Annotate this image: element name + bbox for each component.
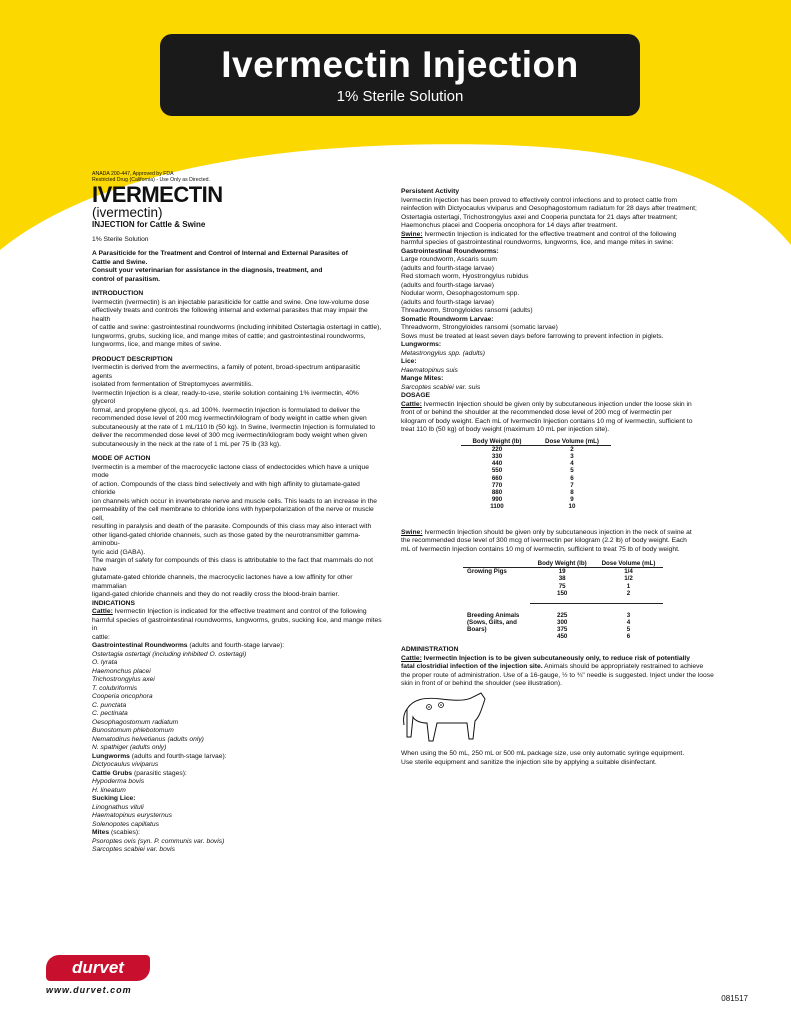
- text-line: Ivermectin (ivermectin) is an injectable parasiticide for cattle and swine. One low-volume dose: [92, 298, 370, 306]
- table-cell: 6: [570, 474, 574, 482]
- text-line: Haematopinus suis: [401, 366, 458, 374]
- text-line: Metastrongylus spp. (adults): [401, 349, 486, 357]
- table-cell: Growing Pigs: [467, 568, 507, 576]
- indications-cattle: Cattle: Ivermectin Injection is indicated for the effective treatment and control of the following: [92, 608, 367, 616]
- swine-mites-list: [401, 384, 721, 393]
- dosage-cattle: Cattle: Ivermectin Injection should be given only by subcutaneous injection under the loose skin in: [401, 400, 692, 408]
- text-line: The margin of safety for compounds of this class is attributable to the fact that mammals do not have: [92, 557, 374, 573]
- cow-injection-illustration: [401, 689, 721, 751]
- text-line: Ivermectin Injection has been proved to effectively control infections and to protect cattle from: [401, 196, 678, 204]
- table-cell: 1: [626, 582, 631, 590]
- gi-roundworms-list: [92, 651, 382, 753]
- text-line: resulting in paralysis and death of the parasite. Compounds of this class may also interact with: [92, 523, 372, 531]
- text-line: ligand-gated chloride channels and they do not readily cross the blood-brain barrier.: [92, 591, 340, 599]
- text-line: Large roundworm, Ascaris suum: [401, 256, 497, 263]
- cattle-dose-table: [461, 438, 611, 511]
- table-cell: 7: [570, 481, 574, 489]
- text-line: Threadworm, Strongyloides ransomi (adults): [401, 307, 533, 314]
- text-line: N. spathiger (adults only): [92, 744, 167, 752]
- table-header: Dose Volume (mL): [594, 560, 663, 568]
- table-row: [463, 626, 663, 633]
- brand-use: INJECTION for Cattle & Swine: [92, 219, 206, 229]
- administration-text: [401, 672, 721, 689]
- intro-bold: A Parasiticide for the Treatment and Control of Internal and External Parasites of: [92, 250, 348, 258]
- lungworms-list: [92, 761, 382, 770]
- lice-label: Sucking Lice:: [92, 795, 136, 803]
- table-cell: 770: [491, 481, 503, 489]
- table-cell: 9: [570, 496, 574, 504]
- administration-heading: ADMINISTRATION: [401, 646, 459, 654]
- intro-bold: Consult your veterinarian for assistance in the diagnosis, treatment, and: [92, 267, 323, 275]
- table-cell: 450: [557, 633, 568, 641]
- table-row: [463, 583, 663, 590]
- text-line: lungworms, lice, and mange mites of swine.: [92, 341, 222, 349]
- table-cell: 440: [491, 460, 503, 468]
- text-line: T. colubriformis: [92, 684, 138, 692]
- text-line: deliver the recommended dose level of 300 mcg ivermectin/kilogram body weight when given: [92, 432, 368, 440]
- persistent-activity-heading: Persistent Activity: [401, 188, 460, 195]
- table-cell: 1/2: [624, 575, 633, 583]
- text-line: Use sterile equipment and sanitize the injection site by applying a suitable disinfectant.: [401, 758, 657, 766]
- table-cell: [463, 633, 530, 640]
- text-line: O. lyrata: [92, 659, 118, 667]
- text-line: of cattle and swine: gastrointestinal roundworms (including inhibited Ostertagia ostertagi in cattle),: [92, 324, 382, 332]
- text-line: Oesophagostomum radiatum: [92, 718, 179, 726]
- table-cell: 8: [570, 488, 574, 496]
- table-cell: 10: [568, 503, 576, 511]
- mites-list: [92, 838, 382, 855]
- table-row: [463, 590, 663, 597]
- text-line: Ivermectin is derived from the avermectins, a family of potent, broad-spectrum antiparasitic agents: [92, 364, 361, 380]
- table-cell: 880: [491, 488, 503, 496]
- table-cell: Breeding Animals: [467, 611, 520, 619]
- introduction-text: [92, 299, 382, 350]
- dosage-heading: DOSAGE: [401, 392, 430, 399]
- administration-after-text: [401, 750, 721, 767]
- indications-cattle-text: [92, 617, 382, 643]
- product-description-text: [92, 364, 382, 449]
- table-row: [461, 467, 611, 474]
- text-line: Ivermectin Injection is a clear, ready-to-use, sterile solution containing 1% ivermectin, 40% glycerol: [92, 389, 359, 406]
- swine-indications: Swine: Ivermectin Injection is indicated for the effective treatment and control of the following: [401, 230, 677, 238]
- table-row: [463, 575, 663, 582]
- table-cell: (Sows, Gilts, and: [467, 618, 517, 626]
- table-cell: 75: [558, 582, 566, 590]
- table-row: [461, 460, 611, 467]
- logo-url: www.durvet.com: [46, 985, 132, 995]
- table-cell: 2: [570, 445, 574, 453]
- table-row: [463, 568, 663, 576]
- text-line: lungworms, grubs, sucking lice, and mange mites of cattle; and gastrointestinal roundworms,: [92, 332, 366, 340]
- approval-line: ANADA 200-447, Approved by FDA: [92, 171, 174, 177]
- text-line: treat 110 lb (50 kg) of body weight (maximum 10 mL per injection site).: [401, 426, 610, 433]
- table-cell: 3: [626, 611, 631, 619]
- text-line: Ostertagia ostertagi (including inhibited O. ostertagi): [92, 650, 247, 658]
- mode-of-action-text: [92, 464, 382, 600]
- intro-bold: control of parasitism.: [92, 275, 161, 283]
- text-line: effectively treats and controls the following internal and external parasites that may impair the health: [92, 307, 368, 323]
- swine-indications-text: harmful species of gastrointestinal roundworms, lungworms, lice, and mange mites in swine:: [401, 239, 674, 246]
- brand-solution: 1% Sterile Solution: [92, 235, 149, 243]
- text-line: ion channels which occur in invertebrate nerve and muscle cells. This leads to an increase in the: [92, 497, 377, 505]
- table-cell: 150: [557, 589, 568, 597]
- text-line: Sarcoptes scabiei var. suis: [401, 383, 481, 391]
- text-line: Red stomach worm, Hyostrongylus rubidus: [401, 273, 529, 280]
- text-line: Threadworm, Strongyloides ransomi (somatic larvae): [401, 324, 558, 331]
- text-line: other ligand-gated chloride channels, such as those gated by the neurotransmitter gamma-aminobu-: [92, 531, 361, 548]
- swine-gi-list: [401, 256, 721, 316]
- text-line: Dictyocaulus viviparus: [92, 761, 159, 769]
- table-cell: 300: [557, 618, 568, 626]
- text-line: cattle:: [92, 633, 110, 641]
- lice-list: [92, 804, 382, 830]
- text-line: the recommended dose level of 300 mcg of ivermectin per kilogram (2.2 lb) of body weight. Each: [401, 537, 687, 545]
- somatic-list: [401, 324, 721, 341]
- text-line: C. punctata: [92, 701, 127, 709]
- generic-name: (ivermectin): [92, 204, 163, 220]
- table-cell: 5: [626, 625, 631, 633]
- text-line: Hypoderma bovis: [92, 778, 145, 786]
- text-line: (adults and fourth-stage larvae): [401, 264, 494, 272]
- somatic-label: Somatic Roundworm Larvae:: [401, 315, 494, 323]
- text-line: subcutaneously at the rate of 1 mL/110 lb (50 kg). In Swine, Ivermectin Injection is formulated to: [92, 423, 376, 431]
- intro-bold: Cattle and Swine.: [92, 258, 148, 266]
- table-cell: 38: [558, 575, 566, 583]
- table-cell: 375: [557, 625, 568, 633]
- table-cell: Boars): [467, 625, 487, 633]
- table-row: [461, 445, 611, 453]
- text-line: Haematopinus eurysternus: [92, 812, 172, 820]
- mites-label: Mites (scabies):: [92, 829, 140, 837]
- table-cell: 660: [491, 474, 503, 482]
- text-line: harmful species of gastrointestinal roundworms, lungworms, grubs, sucking lice, and mange mites in: [92, 616, 382, 633]
- swine-mites-label: Mange Mites:: [401, 375, 444, 382]
- swine-lice-list: [401, 367, 721, 376]
- table-row: [461, 489, 611, 496]
- text-line: skin in front of or behind the shoulder (see illustration).: [401, 680, 562, 688]
- text-line: of action. Compounds of the class bind selectively and with high affinity to glutamate-gated chloride: [92, 480, 360, 497]
- administration-bold: Cattle: Ivermectin Injection is to be given subcutaneously only, to reduce risk of potentially: [401, 654, 690, 662]
- table-header: Body Weight (lb): [461, 438, 533, 446]
- table-cell: 5: [570, 467, 574, 475]
- text-line: mL of Ivermectin Injection contains 10 mg of ivermectin, sufficient to treat 75 lb of body weight.: [401, 545, 680, 553]
- text-line: Sows must be treated at least seven days before farrowing to prevent infection in piglets.: [401, 332, 664, 340]
- table-cell: 3: [570, 452, 574, 460]
- table-row: [461, 496, 611, 503]
- table-row: [463, 633, 663, 640]
- gi-roundworms-label: Gastrointestinal Roundworms (adults and fourth-stage larvae):: [92, 642, 285, 650]
- text-line: reinfection with Dictyocaulus viviparus and Oesophagostomum radiatum for 28 days after treatment;: [401, 205, 697, 212]
- text-line: C. pectinata: [92, 710, 128, 718]
- text-line: Cooperia oncophora: [92, 693, 153, 701]
- text-line: Bunostomum phlebotomum: [92, 727, 174, 735]
- mode-of-action-heading: MODE OF ACTION: [92, 455, 151, 463]
- swine-dose-table: [463, 560, 663, 640]
- text-line: Solenopotes capillatus: [92, 820, 159, 828]
- table-cell: 4: [626, 618, 631, 626]
- table-row: [463, 612, 663, 619]
- dosage-cattle-text: [401, 409, 721, 435]
- text-line: glutamate-gated chloride channels, the macrocyclic lactones have a low affinity for other mammalian: [92, 574, 353, 590]
- table-cell: 1100: [490, 503, 504, 511]
- table-cell: 1/4: [624, 568, 633, 576]
- grubs-list: [92, 778, 382, 795]
- text-line: formal, and propylene glycol, q.s. ad 100%. Ivermectin Injection is formulated to deliver the: [92, 406, 361, 414]
- text-line: tyric acid (GABA).: [92, 548, 146, 556]
- text-line: front of or behind the shoulder at the recommended dose level of 200 mcg of ivermectin per: [401, 409, 672, 416]
- introduction-heading: INTRODUCTION: [92, 290, 144, 298]
- text-line: subcutaneously in the neck at the rate of 1 mL per 75 lb (33 kg).: [92, 440, 281, 448]
- logo-mark: durvet: [46, 955, 150, 981]
- text-line: Sarcoptes scabiei var. bovis: [92, 846, 176, 854]
- text-line: (adults and fourth-stage larvae): [401, 298, 494, 306]
- table-row: [463, 619, 663, 626]
- persistent-activity-text: [401, 197, 721, 231]
- text-line: kilogram of body weight. Each mL of Ivermectin Injection contains 10 mg of ivermectin, sufficient to: [401, 417, 693, 425]
- text-line: Haemonchus placei: [92, 667, 151, 675]
- table-cell: 990: [491, 496, 503, 504]
- text-line: Nodular worm, Oesophagostomum spp.: [401, 290, 520, 297]
- dosage-swine: Swine: Ivermectin Injection should be given only by subcutaneous injection in the neck of swine at: [401, 528, 692, 536]
- swine-lice-label: Lice:: [401, 358, 417, 365]
- right-column: [401, 188, 721, 767]
- text-line: When using the 50 mL, 250 mL or 500 mL package size, use only automatic syringe equipment.: [401, 750, 685, 758]
- durvet-logo: [46, 955, 166, 1005]
- table-cell: 220: [491, 445, 503, 453]
- table-row: [461, 503, 611, 510]
- indications-heading: INDICATIONS: [92, 599, 135, 607]
- administration-bold-line: fatal clostridial infection of the injection site. Animals should be appropriately restrained to achieve: [401, 663, 704, 671]
- header-banner: [160, 34, 640, 116]
- swine-lung-label: Lungworms:: [401, 341, 442, 348]
- product-description-heading: PRODUCT DESCRIPTION: [92, 355, 173, 363]
- text-line: Haemonchus placei and Cooperia oncophora for 14 days after treatment.: [401, 222, 618, 229]
- text-line: Ivermectin is a member of the macrocyclic lactone class of endectocides which have a unique mode: [92, 463, 369, 480]
- text-line: H. lineatum: [92, 786, 126, 794]
- table-header: Dose Volume (mL): [533, 438, 611, 446]
- table-cell: [463, 590, 530, 597]
- table-cell: 6: [626, 633, 631, 641]
- swine-gi-label: Gastrointestinal Roundworms:: [401, 247, 499, 255]
- text-line: Linognathus vituli: [92, 803, 144, 811]
- table-row: [461, 475, 611, 482]
- text-line: recommended dose level of 200 mcg ivermectin/kilogram of body weight in cattle when given: [92, 415, 367, 423]
- table-cell: 19: [558, 568, 566, 576]
- text-line: the proper route of administration. Use of a 16-gauge, ½ to ¾" needle is suggested. Inject under the loose: [401, 671, 714, 679]
- text-line: (adults and fourth-stage larvae): [401, 281, 494, 289]
- text-line: Nematodirus helvetianus (adults only): [92, 735, 204, 743]
- text-line: isolated from fermentation of Streptomyces avermitilis.: [92, 381, 253, 389]
- table-cell: 2: [626, 589, 631, 597]
- table-cell: [463, 575, 530, 582]
- header-title: Ivermectin Injection: [221, 44, 579, 85]
- approval-line: Restricted Drug (California) - Use Only as Directed.: [92, 177, 210, 184]
- table-cell: 550: [491, 467, 503, 475]
- table-row: [461, 453, 611, 460]
- text-line: Ostertagia ostertagi, Trichostrongylus axei and Cooperia punctata for 21 days after treatment;: [401, 213, 678, 221]
- text-line: permeability of the cell membrane to chloride ions with hyperpolarization of the nerve or muscle cell,: [92, 506, 374, 522]
- table-row: [461, 482, 611, 489]
- brand-name: IVERMECTIN: [92, 181, 223, 207]
- table-cell: [463, 583, 530, 590]
- swine-lung-list: [401, 350, 721, 359]
- table-header: Body Weight (lb): [530, 560, 594, 568]
- left-column: [92, 171, 382, 855]
- lungworms-label: Lungworms (adults and fourth-stage larvae):: [92, 752, 227, 760]
- table-cell: 225: [557, 611, 568, 619]
- header-subtitle: 1% Sterile Solution: [336, 88, 464, 105]
- grubs-label: Cattle Grubs (parasitic stages):: [92, 769, 187, 777]
- table-cell: 4: [570, 460, 574, 468]
- dosage-swine-text: [401, 537, 721, 554]
- text-line: Trichostrongylus axei: [92, 676, 155, 684]
- text-line: Psoroptes ovis (syn. P. communis var. bovis): [92, 837, 225, 845]
- document-code: 081517: [721, 994, 748, 1003]
- table-cell: 330: [491, 452, 503, 460]
